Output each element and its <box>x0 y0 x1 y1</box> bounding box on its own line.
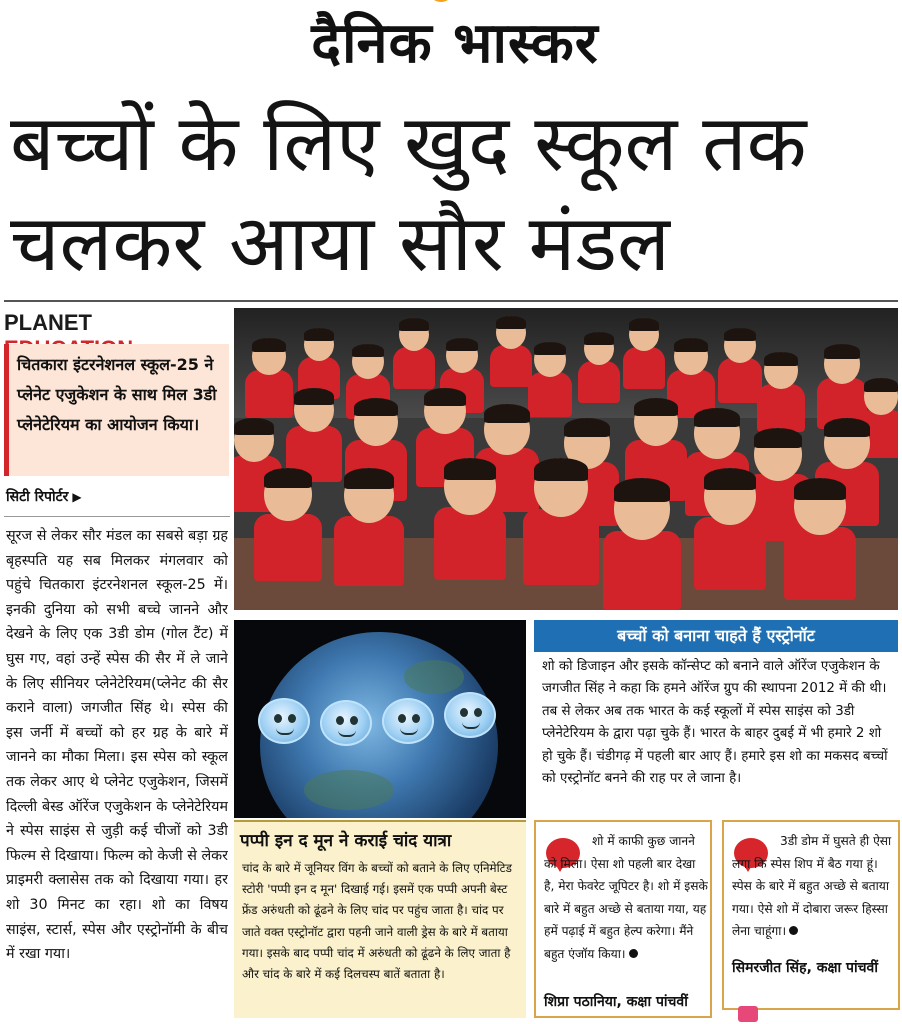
byline <box>6 486 231 508</box>
child <box>794 478 846 603</box>
child <box>534 342 566 419</box>
end-dot-icon <box>629 949 638 958</box>
quote-1-text <box>544 830 708 980</box>
puppy-heading: पप्पी इन द मून ने कराई चांद यात्रा <box>240 831 452 851</box>
child <box>584 332 614 404</box>
child <box>724 328 756 405</box>
quote-2-name: सिमरजीत सिंह, कक्षा पांचवीं <box>732 960 878 976</box>
quote-2-body: 3डी डोम में घुसते ही ऐसा लगा कि स्पेस शिप में बैठ गया हूं। स्पेस के बारे में बहुत अच्छे से बताया गया। ऐसे शो में दोबारा जरूर हिस्सा लेना चाहूंगा। <box>732 834 892 939</box>
section-kicker <box>4 310 214 336</box>
astronaut-text: शो को डिजाइन और इसके कॉन्सेप्ट को बनाने वाले ऑरेंज एजुकेशन के जगजीत सिंह ने कहा कि हमने ऑरेंज ग्रुप की स्थापना 2012 में की थी। तब से लेकर अब तक भारत के कई स्कूलों में स्पेस साइंस को 3डी प्लेनेटेरियम के द्वारा पढ़ा चुके हैं। भारत के बाहर दुबई में भी हमारे 2 शो हो चुके हैं। चंडीगढ़ में पहली बार आए हैं। हमारे इस शो का मकसद बच्चों को एस्ट्रोनॉट बनने की राह पर ले जाना है। <box>542 659 888 787</box>
child <box>444 458 496 583</box>
astronaut-box <box>534 620 898 818</box>
headline <box>0 96 902 296</box>
student-quote-1 <box>534 820 712 1018</box>
puppy-character <box>258 698 310 744</box>
child <box>344 468 394 588</box>
child <box>399 318 429 390</box>
article-body: सूरज से लेकर सौर मंडल का सबसे बड़ा ग्रह बृहस्पति यह सब मिलकर मंगलवार को पहुंचे चितकारा इंटरनेशनल स्कूल-25 में। इनकी दुनिया को सभी बच्चे जानने और देखने के लिए एक 3डी डोम (गोल टैंट) में घुस गए, वहां उन्हें स्पेस की सैर में ले जाने के लिए सीनियर प्लेनेटेरियम(प्लेनेट की सैर कराने वाला) जगजीत सिंह थे। स्पेस की इस जर्नी में बच्चों को हर ग्रह के बारे में जानने का मौका मिला। इस स्पेस को स्कूल तक लेकर आए थे प्लेनेट एजुकेशन, जिसमें दिल्ली बेस्ड ऑरेंज एजुकेशन के प्लेनेटेरियम ने स्पेस साइंस से जुड़ी कई चीजों को 3डी फिल्म से दिखाया। फिल्म को केजी से लेकर प्राइमरी क्लासेस तक को दिखाया गया। हर शो 30 मिनट का रहा। शो का विषय साइंस, स्टार्स, स्पेस और एस्ट्रोनॉमी के बीच में रखा गया। <box>6 528 228 963</box>
quote-1-body: शो में काफी कुछ जानने को मिला। ऐसा शो पहली बार देखा है, मेरा फेवरेट जूपिटर है। शो में इसके बारे में बहुत अच्छे से बताया गया, यह हमें पढ़ाई में बहुत हेल्प करेगा। मैंने बहुत एंजॉय किया। <box>544 834 708 961</box>
child <box>674 338 708 420</box>
child <box>704 468 756 593</box>
planet-illustration <box>234 620 526 818</box>
newspaper-name: दैनिक भास्कर <box>311 11 599 76</box>
child <box>764 352 798 434</box>
puppy-box <box>234 820 526 1018</box>
child <box>496 316 526 388</box>
student-quote-2 <box>722 820 900 1010</box>
sun-logo-icon <box>428 0 454 2</box>
pencil-icon <box>738 1006 758 1022</box>
divider <box>4 300 898 302</box>
child <box>614 478 670 610</box>
child <box>534 458 588 588</box>
masthead <box>0 0 902 92</box>
byline-arrow-icon: ▶ <box>72 490 82 504</box>
puppy-character <box>382 698 434 744</box>
astronaut-heading: बच्चों को बनाना चाहते हैं एस्ट्रोनॉट <box>534 620 898 652</box>
children-photo <box>234 308 898 610</box>
standfirst: चितकारा इंटरनेशनल स्कूल-25 ने प्लेनेट एजुकेशन के साथ मिल 3डी प्लेनेटेरियम का आयोजन किया। <box>4 344 229 476</box>
byline-label: सिटी रिपोर्टर <box>6 489 69 505</box>
child <box>629 318 659 390</box>
land-mass <box>304 770 394 810</box>
end-dot-icon <box>789 926 798 935</box>
kicker-planet: PLANET <box>4 310 92 335</box>
puppy-character <box>444 692 496 738</box>
child <box>264 468 312 583</box>
puppy-character <box>320 700 372 746</box>
headline-line-2: चलकर आया सौर मंडल <box>10 199 670 289</box>
child <box>252 338 286 420</box>
headline-line-1: बच्चों के लिए खुद स्कूल तक <box>10 99 807 189</box>
land-mass <box>404 660 464 694</box>
quote-1-name: शिप्रा पठानिया, कक्षा पांचवीं <box>544 994 688 1010</box>
puppy-text: चांद के बारे में जूनियर विंग के बच्चों को बताने के लिए एनिमेटिड स्टोरी 'पप्पी इन द मून' दिखाई गई। इसमें एक पप्पी अपनी बेस्ट फ्रेंड अरुंधती को ढूंढने के लिए चांद पर पहुंच जाता है। चांद पर जाते वक्त एस्ट्रोनॉट द्वारा पहनी जाने वाली ड्रेस के बारे में बताया गया। इसके बाद पप्पी चांद में अरुंधती को ढूंढने के लिए जाता है और चांद के बारे में कई दिलचस्प बातें बताता है। <box>242 861 512 982</box>
column-divider <box>4 516 230 517</box>
